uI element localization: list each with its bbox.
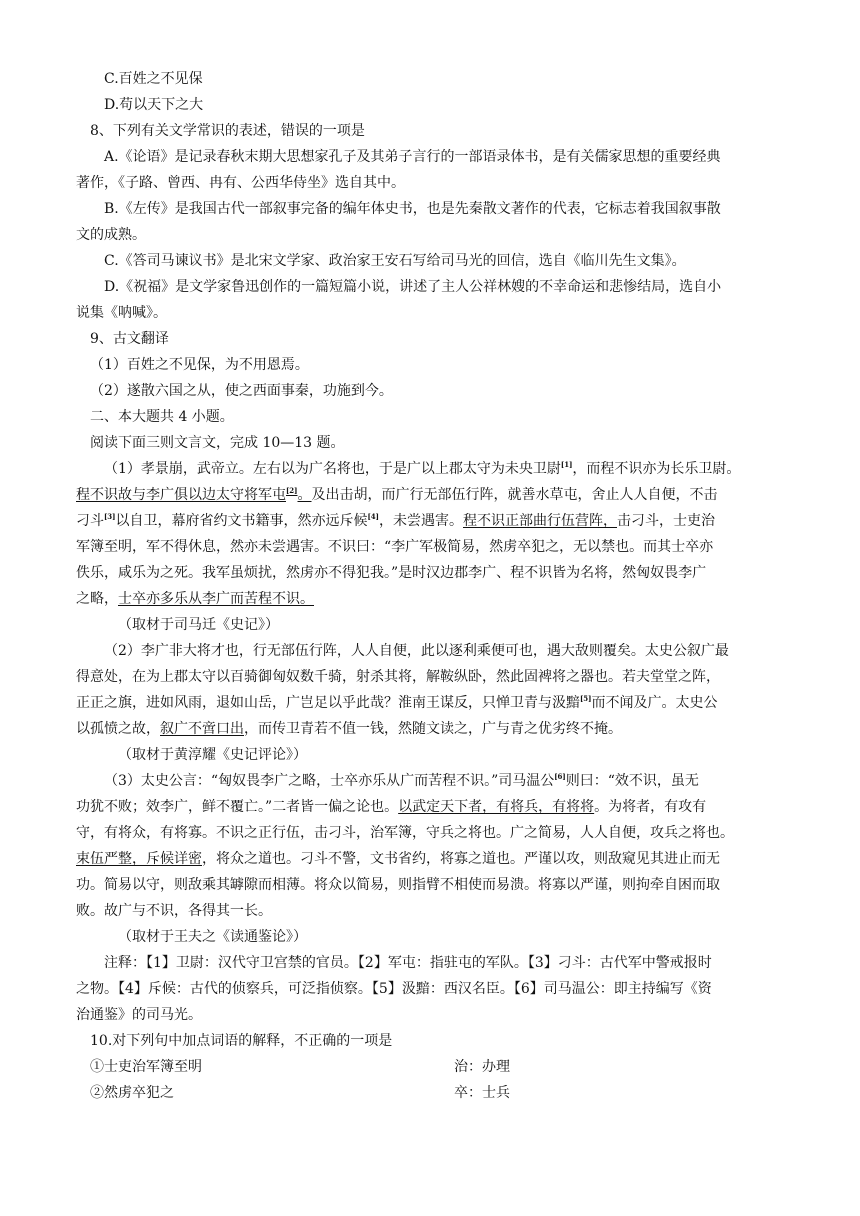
footnote-ref-4: [4] bbox=[367, 512, 379, 521]
passage-text: ，而程不识亦为长乐卫尉。 bbox=[572, 461, 741, 477]
section-2-heading: 二、本大题共 4 小题。 bbox=[90, 409, 234, 425]
annotations-line-2: 之物。【4】斥候：古代的侦察兵，可泛指侦察。【5】汲黯：西汉名臣。【6】司马温公：即主持编写《资 bbox=[76, 981, 712, 997]
passage-text: 而不闻及广。太史公 bbox=[591, 695, 718, 711]
annotations-line-1: 注释：【1】卫尉：汉代守卫宫禁的官员。【2】军屯：指驻屯的军队。【3】刁斗：古代军中警戒报时 bbox=[104, 955, 712, 971]
passage-text: 及出击胡，而广行无部伍行阵，就善水草屯，舍止人人自便，不击 bbox=[311, 487, 718, 503]
question-9-item-2: （2）遂散六国之从，使之西面事秦，功施到今。 bbox=[90, 383, 393, 399]
question-9-stem: 9、古文翻译 bbox=[90, 331, 169, 347]
passage-text: 功犹不败；效李广，鲜不覆亡。”二者皆一偏之论也。 bbox=[76, 799, 399, 815]
passage-text: 以自卫，幕府省约文书籍事，然亦远斥候 bbox=[115, 513, 368, 529]
passage-1-line-2 bbox=[76, 486, 718, 504]
reading-instructions: 阅读下面三则文言文，完成 10—13 题。 bbox=[90, 435, 345, 451]
passage-2-line-4 bbox=[76, 720, 622, 738]
question-9-item-1: （1）百姓之不见保，为不用恩焉。 bbox=[90, 357, 309, 373]
passage-text: 刁斗 bbox=[76, 513, 104, 529]
passage-text: 之略， bbox=[76, 591, 118, 607]
footnote-ref-3: [3] bbox=[104, 512, 116, 521]
passage-1-line-4: 军簿至明，军不得休息，然亦未尝遇害。不识曰：“李广军极简易，然虏卒犯之，无以禁也。而其士卒亦 bbox=[76, 539, 714, 555]
passage-3-line-3: 守，有将众，有将寡。不识之正行伍，击刁斗，治军簿，守兵之将也。广之简易，人人自便，攻兵之将也。 bbox=[76, 825, 734, 841]
footnote-ref-2: [2] bbox=[286, 486, 298, 495]
annotations-line-3: 治通鉴》的司马光。 bbox=[76, 1007, 202, 1023]
question-8-stem: 8、下列有关文学常识的表述，错误的一项是 bbox=[90, 123, 365, 139]
passage-text: 正正之旗，进如风雨，退如山岳，广岂足以乎此哉？淮南王谋反，只惮卫青与汲黯 bbox=[76, 695, 580, 711]
passage-text: 则曰：“效不识，虽无 bbox=[565, 773, 699, 789]
underlined-sentence-6: 束伍严整，斥候详密 bbox=[76, 851, 202, 867]
passage-3-line-4 bbox=[76, 850, 720, 868]
underlined-sentence-1: 程不识故与李广俱以边太守将军屯 bbox=[76, 487, 286, 503]
footnote-ref-1: [1] bbox=[560, 460, 573, 469]
passage-text: 击刁斗，士吏治 bbox=[617, 513, 715, 529]
passage-1-line-1 bbox=[104, 460, 740, 478]
passage-2-source: （取材于黄淳耀《史记评论》） bbox=[118, 747, 307, 763]
passage-3-line-1 bbox=[104, 772, 699, 790]
question-10-item-1-gloss: 治：办理 bbox=[454, 1059, 510, 1075]
passage-text: ，未尝遇害。 bbox=[379, 513, 463, 529]
footnote-ref-6: [6] bbox=[554, 772, 566, 781]
option-c: C.百姓之不见保 bbox=[104, 71, 203, 87]
underlined-sentence-2: 程不识正部曲行伍营阵， bbox=[463, 513, 617, 529]
passage-3-line-6: 败。故广与不识，各得其一长。 bbox=[76, 903, 272, 919]
question-10-stem: 10.对下列句中加点词语的解释，不正确的一项是 bbox=[90, 1033, 393, 1049]
underlined-sentence-5: 以武定天下者，有将兵，有将将 bbox=[398, 799, 595, 815]
question-10-item-2-gloss: 卒：士兵 bbox=[454, 1085, 510, 1101]
question-10-item-1-sentence: ①士吏治军簿至明 bbox=[90, 1059, 202, 1075]
passage-2-line-3 bbox=[76, 694, 718, 712]
passage-2-line-2: 得意处，在为上郡太守以百骑御匈奴数千骑，射杀其将，解鞍纵卧，然此固裨将之器也。若夫堂堂之阵， bbox=[76, 669, 720, 685]
passage-text: （3）太史公言：“匈奴畏李广之略，士卒亦乐从广而苦程不识。”司马温公 bbox=[104, 773, 555, 789]
passage-1-line-5: 佚乐，咸乐为之死。我军虽烦扰，然虏亦不得犯我。”是时汉边郡李广、程不识皆为名将，然匈奴畏李广 bbox=[76, 565, 707, 581]
question-8-option-b: B.《左传》是我国古代一部叙事完备的编年体史书，也是先秦散文著作的代表，它标志着我国叙事散 bbox=[104, 201, 721, 217]
passage-1-source: （取材于司马迁《史记》） bbox=[118, 617, 279, 633]
passage-text: ，而传卫青若不值一钱，然随文读之，广与青之优劣终不掩。 bbox=[244, 721, 622, 737]
passage-3-line-2 bbox=[76, 798, 706, 816]
question-10-item-2-sentence: ②然虏卒犯之 bbox=[90, 1085, 174, 1101]
footnote-ref-5: [5] bbox=[580, 694, 592, 703]
underlined-sentence-3: 士卒亦多乐从李广而苦程不识。 bbox=[118, 591, 314, 607]
underlined-sentence-4: 叙广不啻口出 bbox=[160, 721, 244, 737]
passage-2-line-1: （2）李广非大将才也，行无部伍行阵，人人自便，此以逐利乘便可也，遇大敌则覆矣。太史公叙广最 bbox=[104, 643, 729, 659]
question-8-option-d-cont: 说集《呐喊》。 bbox=[76, 305, 167, 321]
passage-text: ，将众之道也。刁斗不警，文书省约，将寡之道也。严谨以攻，则敌窥见其进止而无 bbox=[202, 851, 720, 867]
question-8-option-a-cont: 著作，《子路、曾西、冉有、公西华侍坐》选自其中。 bbox=[76, 175, 405, 191]
question-8-option-c: C.《答司马谏议书》是北宋文学家、政治家王安石写给司马光的回信，选自《临川先生文集》。 bbox=[104, 253, 686, 269]
question-8-option-d: D.《祝福》是文学家鲁迅创作的一篇短篇小说，讲述了主人公祥林嫂的不幸命运和悲惨结局，选自小 bbox=[104, 279, 722, 295]
passage-3-source: （取材于王夫之《读通鉴论》） bbox=[118, 929, 307, 945]
passage-1-line-6 bbox=[76, 590, 314, 608]
passage-1-line-3 bbox=[76, 512, 715, 530]
passage-text: （1）孝景崩，武帝立。左右以为广名将也，于是广以上郡太守为未央卫尉 bbox=[104, 461, 561, 477]
passage-3-line-5: 功。简易以守，则敌乘其罅隙而相薄。将众以简易，则指臂不相使而易溃。将寡以严谨，则拘牵自困而取 bbox=[76, 877, 720, 893]
passage-text: 以孤愤之故， bbox=[76, 721, 160, 737]
question-8-option-b-cont: 文的成熟。 bbox=[76, 227, 146, 243]
question-8-option-a: A.《论语》是记录春秋末期大思想家孔子及其弟子言行的一部语录体书，是有关儒家思想的重要经典 bbox=[104, 149, 721, 165]
passage-text: 。为将者，有攻有 bbox=[594, 799, 707, 815]
option-d: D.苟以天下之大 bbox=[104, 97, 204, 113]
underlined-punctuation: 。 bbox=[297, 487, 312, 503]
